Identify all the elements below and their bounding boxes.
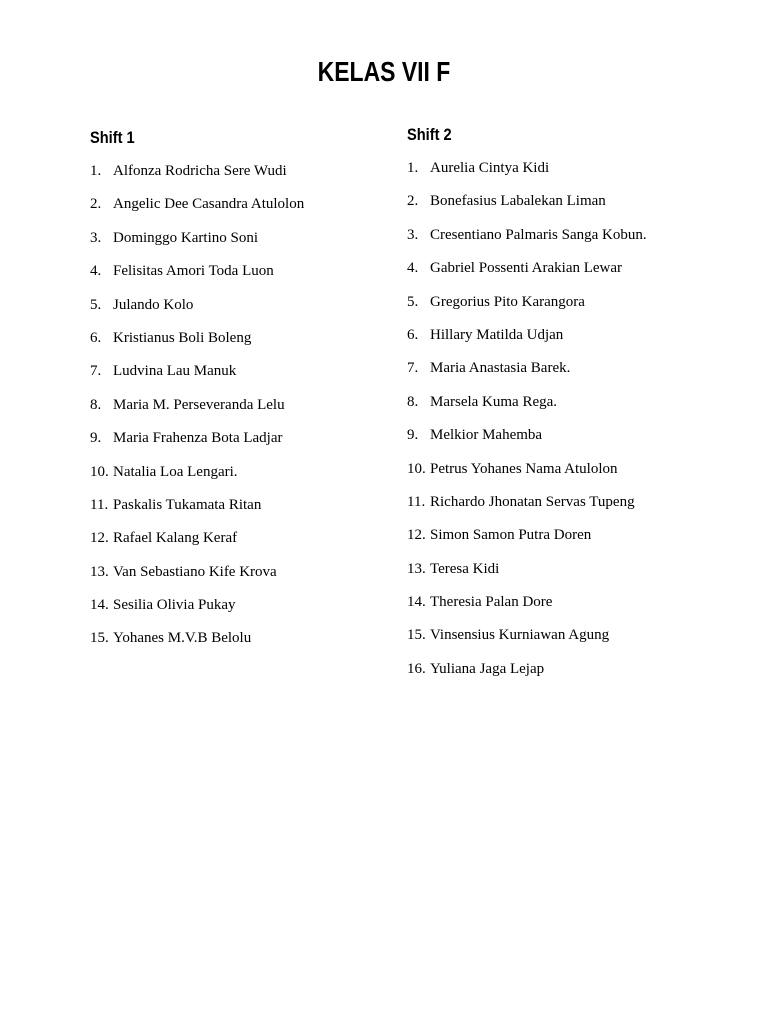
student-name: Yuliana Jaga Lejap [430, 660, 545, 677]
list-item [90, 161, 390, 181]
item-number: 7. [407, 360, 419, 377]
item-number: 4. [407, 260, 419, 277]
student-name: Felisitas Amori Toda Luon [113, 263, 274, 280]
list-item [407, 559, 747, 579]
list-item [407, 492, 747, 512]
item-number: 14. [90, 597, 109, 614]
list-item [90, 428, 390, 448]
student-name: Simon Samon Putra Doren [430, 527, 592, 544]
student-name: Dominggo Kartino Soni [113, 229, 258, 246]
student-name: Richardo Jhonatan Servas Tupeng [430, 493, 635, 510]
list-item [407, 525, 747, 545]
student-name: Paskalis Tukamata Ritan [113, 496, 262, 513]
student-name: Sesilia Olivia Pukay [113, 597, 236, 614]
item-number: 16. [407, 660, 426, 677]
item-number: 2. [90, 196, 102, 213]
list-item [90, 562, 390, 582]
student-name: Gregorius Pito Karangora [430, 293, 585, 310]
list-item [407, 292, 747, 312]
item-number: 12. [90, 530, 109, 547]
student-name: Teresa Kidi [430, 560, 500, 577]
item-number: 8. [90, 396, 102, 413]
list-item [90, 628, 390, 648]
student-name: Marsela Kuma Rega. [430, 393, 558, 410]
student-name: Gabriel Possenti Arakian Lewar [430, 260, 623, 277]
item-number: 9. [90, 430, 102, 447]
student-name: Hillary Matilda Udjan [430, 326, 564, 343]
student-name: Cresentiano Palmaris Sanga Kobun. [430, 226, 647, 243]
list-item [407, 325, 747, 345]
list-item [407, 158, 747, 178]
student-name: Maria Anastasia Barek. [430, 360, 571, 377]
list-item [407, 225, 747, 245]
item-number: 12. [407, 527, 426, 544]
item-number: 1. [407, 160, 419, 176]
item-number: 11. [90, 496, 109, 513]
item-number: 10. [407, 460, 426, 477]
list-item [90, 495, 390, 515]
list-item [407, 425, 747, 445]
student-name: Aurelia Cintya Kidi [430, 160, 550, 176]
list-item [407, 659, 747, 679]
list-item [407, 258, 747, 278]
list-item [90, 595, 390, 615]
list-item [90, 395, 390, 415]
student-name: Maria Frahenza Bota Ladjar [113, 430, 283, 447]
item-number: 5. [90, 296, 102, 313]
item-number: 13. [90, 563, 109, 580]
item-number: 3. [90, 229, 102, 246]
list-item [407, 592, 747, 612]
list-item [407, 625, 747, 645]
page-title: KELAS VII F [317, 55, 451, 87]
item-number: 2. [407, 193, 419, 210]
list-item [90, 194, 390, 214]
item-number: 6. [407, 326, 419, 343]
item-number: 13. [407, 560, 426, 577]
item-number: 11. [407, 493, 426, 510]
student-name: Melkior Mahemba [430, 427, 543, 444]
student-name: Alfonza Rodricha Sere Wudi [113, 163, 287, 179]
item-number: 9. [407, 427, 419, 444]
item-number: 10. [90, 463, 109, 480]
shift-2-student-list [407, 158, 747, 679]
student-name: Bonefasius Labalekan Liman [430, 193, 606, 210]
list-item [90, 295, 390, 315]
student-name: Julando Kolo [113, 296, 194, 313]
list-item [90, 228, 390, 248]
list-item [407, 358, 747, 378]
list-item [90, 462, 390, 482]
list-item [407, 459, 747, 479]
list-item [90, 528, 390, 548]
list-item [90, 361, 390, 381]
student-name: Natalia Loa Lengari. [113, 463, 238, 480]
item-number: 3. [407, 226, 419, 243]
student-name: Petrus Yohanes Nama Atulolon [430, 460, 618, 477]
student-name: Van Sebastiano Kife Krova [113, 563, 277, 580]
student-name: Vinsensius Kurniawan Agung [430, 627, 610, 644]
student-name: Rafael Kalang Keraf [113, 530, 238, 547]
student-name: Angelic Dee Casandra Atulolon [113, 196, 305, 213]
list-item [407, 392, 747, 412]
student-name: Kristianus Boli Boleng [113, 329, 252, 346]
item-number: 15. [90, 630, 109, 647]
student-name: Yohanes M.V.B Belolu [113, 630, 252, 647]
student-name: Theresia Palan Dore [430, 594, 553, 611]
item-number: 14. [407, 594, 426, 611]
item-number: 6. [90, 329, 102, 346]
student-name: Ludvina Lau Manuk [113, 363, 237, 380]
item-number: 7. [90, 363, 102, 380]
item-number: 1. [90, 163, 102, 179]
shift-1-heading: Shift 1 [90, 128, 135, 147]
list-item [90, 328, 390, 348]
item-number: 8. [407, 393, 419, 410]
item-number: 4. [90, 263, 102, 280]
shift-1-student-list [90, 161, 390, 648]
item-number: 5. [407, 293, 419, 310]
list-item [407, 191, 747, 211]
list-item [90, 261, 390, 281]
shift-2-heading: Shift 2 [407, 125, 452, 144]
shift-1-column [90, 127, 390, 662]
shift-2-column [407, 124, 747, 692]
student-name: Maria M. Perseveranda Lelu [113, 396, 285, 413]
item-number: 15. [407, 627, 426, 644]
